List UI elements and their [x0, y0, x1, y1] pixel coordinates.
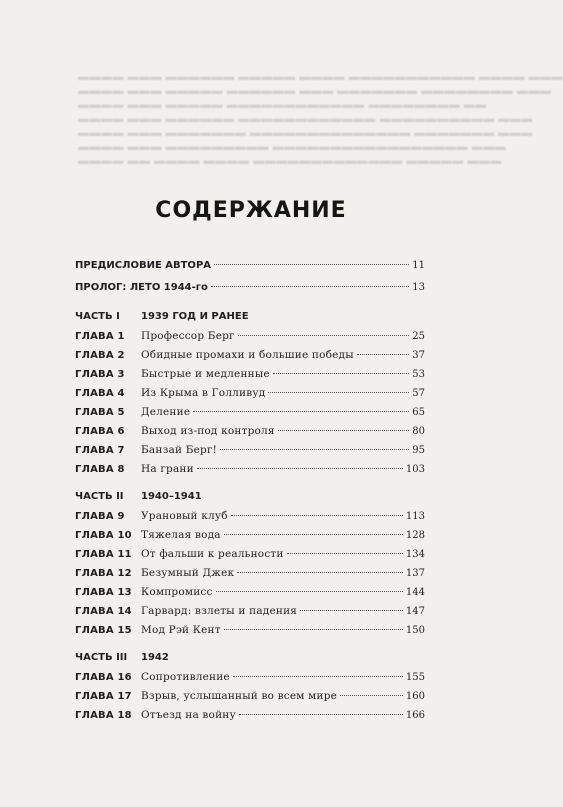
chapter-page: 160: [405, 691, 425, 702]
leader-dots: [214, 264, 409, 265]
leader-dots: [233, 676, 403, 677]
chapter-title: Отъезд на войну: [141, 709, 236, 721]
chapter-title: Урановый клуб: [141, 510, 228, 522]
leader-dots: [300, 610, 403, 611]
toc-entry-preface[interactable]: [75, 260, 425, 271]
chapter-page: 25: [412, 331, 425, 342]
toc-chapter-row[interactable]: [75, 586, 425, 606]
toc-chapter-row[interactable]: [75, 368, 425, 388]
chapter-label: ГЛАВА 9: [75, 511, 125, 522]
leader-dots: [193, 411, 409, 412]
chapter-page: 128: [405, 530, 425, 541]
chapter-title: Компромисс: [141, 586, 213, 598]
chapter-page: 57: [412, 388, 425, 399]
toc-chapter-row[interactable]: [75, 425, 425, 445]
leader-dots: [224, 534, 403, 535]
chapter-title: От фальши к реальности: [141, 548, 284, 560]
leader-dots: [197, 468, 403, 469]
toc-chapter-row[interactable]: [75, 690, 425, 710]
chapter-label: ГЛАВА 5: [75, 407, 125, 418]
chapter-label: ГЛАВА 15: [75, 625, 132, 636]
toc-entry-page: 13: [412, 282, 425, 293]
page-title: СОДЕРЖАНИЕ: [155, 198, 347, 223]
chapter-title: На грани: [141, 463, 194, 475]
chapter-page: 95: [412, 445, 425, 456]
chapter-label: ГЛАВА 7: [75, 445, 125, 456]
chapter-label: ГЛАВА 13: [75, 587, 132, 598]
chapter-label: ГЛАВА 17: [75, 691, 132, 702]
part-heading: [75, 491, 425, 502]
toc-entry-prologue[interactable]: [75, 282, 425, 293]
chapter-page: 113: [405, 511, 425, 522]
chapter-title: Из Крыма в Голливуд: [141, 387, 266, 399]
chapter-label: ГЛАВА 4: [75, 388, 125, 399]
toc-chapter-row[interactable]: [75, 444, 425, 464]
chapter-label: ГЛАВА 11: [75, 549, 132, 560]
leader-dots: [237, 572, 403, 573]
leader-dots: [211, 286, 409, 287]
leader-dots: [340, 695, 403, 696]
leader-dots: [239, 714, 403, 715]
toc-entry-title: ПРОЛОГ: ЛЕТО 1944-го: [75, 282, 208, 293]
chapter-label: ГЛАВА 6: [75, 426, 125, 437]
leader-dots: [224, 629, 403, 630]
chapter-label: ГЛАВА 16: [75, 672, 132, 683]
toc-chapter-row[interactable]: [75, 709, 425, 729]
toc-chapter-row[interactable]: [75, 624, 425, 644]
toc-chapter-row[interactable]: [75, 330, 425, 350]
leader-dots: [268, 392, 409, 393]
chapter-label: ГЛАВА 10: [75, 530, 132, 541]
chapter-page: 65: [412, 407, 425, 418]
leader-dots: [220, 449, 409, 450]
chapter-title: Профессор Берг: [141, 330, 235, 342]
leader-dots: [287, 553, 403, 554]
leader-dots: [238, 335, 410, 336]
part-title: 1940–1941: [141, 491, 202, 502]
chapter-page: 134: [405, 549, 425, 560]
toc-chapter-row[interactable]: [75, 529, 425, 549]
chapter-title: Банзай Берг!: [141, 444, 218, 456]
leader-dots: [231, 515, 403, 516]
chapter-title: Взрыв, услышанный во всем мире: [141, 690, 338, 702]
chapter-page: 147: [405, 606, 425, 617]
toc-chapter-row[interactable]: [75, 510, 425, 530]
toc-chapter-row[interactable]: [75, 567, 425, 587]
part-title: 1942: [141, 652, 169, 663]
chapter-title: Мод Рэй Кент: [141, 624, 221, 636]
chapter-page: 166: [405, 710, 425, 721]
toc-chapter-row[interactable]: [75, 349, 425, 369]
chapter-page: 53: [412, 369, 425, 380]
chapter-page: 37: [412, 350, 425, 361]
chapter-label: ГЛАВА 3: [75, 369, 125, 380]
chapter-title: Обидные промахи и большие победы: [141, 349, 354, 361]
chapter-label: ГЛАВА 14: [75, 606, 132, 617]
chapter-page: 103: [405, 464, 425, 475]
chapter-title: Сопротивление: [141, 671, 230, 683]
toc-chapter-row[interactable]: [75, 406, 425, 426]
toc-chapter-row[interactable]: [75, 387, 425, 407]
chapter-title: Быстрые и медленные: [141, 368, 270, 380]
toc-chapter-row[interactable]: [75, 548, 425, 568]
chapter-page: 150: [405, 625, 425, 636]
chapter-label: ГЛАВА 8: [75, 464, 125, 475]
toc-entry-title: ПРЕДИСЛОВИЕ АВТОРА: [75, 260, 212, 271]
leader-dots: [216, 591, 403, 592]
chapter-title: Гарвард: взлеты и падения: [141, 605, 298, 617]
chapter-label: ГЛАВА 18: [75, 710, 132, 721]
part-label: ЧАСТЬ III: [75, 652, 128, 663]
leader-dots: [278, 430, 410, 431]
part-title: 1939 ГОД И РАНЕЕ: [141, 311, 249, 322]
part-label: ЧАСТЬ I: [75, 311, 120, 322]
chapter-page: 80: [412, 426, 425, 437]
part-label: ЧАСТЬ II: [75, 491, 124, 502]
chapter-page: 155: [405, 672, 425, 683]
toc-chapter-row[interactable]: [75, 671, 425, 691]
reverse-side-bleed-through: ▬▬▬▬ ▬▬▬ ▬▬▬▬▬▬ ▬▬▬▬▬ ▬▬▬▬ ▬▬▬▬▬▬▬▬▬▬▬ ▬▬▬▬ ▬▬▬ ▬▬▬▬ ▬▬▬ ▬▬▬▬▬ ▬▬▬▬▬▬ ▬▬▬ ▬▬▬▬▬▬▬ ▬▬▬▬▬▬▬▬ ▬▬▬ ▬▬▬▬ ▬▬▬ ▬▬▬▬▬ ▬▬▬▬▬▬▬▬▬▬▬▬ ▬▬▬▬▬▬▬▬ ▬▬ ▬▬▬▬ ▬▬▬ ▬▬▬▬▬▬ ▬▬▬▬▬▬▬▬▬▬▬▬ ▬▬▬▬▬▬▬▬▬▬ ▬▬▬ ▬▬▬▬ ▬▬▬ ▬▬▬▬▬▬▬ ▬▬▬▬▬▬▬▬▬▬▬▬▬▬ ▬▬▬▬▬▬▬ ▬▬▬ ▬▬▬▬ ▬▬▬ ▬▬▬▬▬▬▬▬▬ ▬▬▬▬▬▬▬▬▬▬▬▬▬▬▬▬▬ ▬▬▬ ▬▬▬▬ ▬▬ ▬▬▬▬ ▬▬▬▬ ▬▬▬▬▬▬▬▬▬▬▬▬▬ ▬▬▬▬▬ ▬▬▬: [78, 71, 563, 167]
chapter-title: Безумный Джек: [141, 567, 235, 579]
chapter-label: ГЛАВА 12: [75, 568, 132, 579]
chapter-page: 144: [405, 587, 425, 598]
leader-dots: [357, 354, 409, 355]
leader-dots: [273, 373, 409, 374]
toc-entry-page: 11: [412, 260, 425, 271]
chapter-title: Тяжелая вода: [141, 529, 221, 541]
part-heading: [75, 311, 425, 322]
chapter-page: 137: [405, 568, 425, 579]
toc-chapter-row[interactable]: [75, 605, 425, 625]
chapter-title: Выход из-под контроля: [141, 425, 275, 437]
chapter-label: ГЛАВА 2: [75, 350, 125, 361]
part-heading: [75, 652, 425, 663]
chapter-label: ГЛАВА 1: [75, 331, 125, 342]
toc-chapter-row[interactable]: [75, 463, 425, 483]
chapter-title: Деление: [141, 406, 191, 418]
